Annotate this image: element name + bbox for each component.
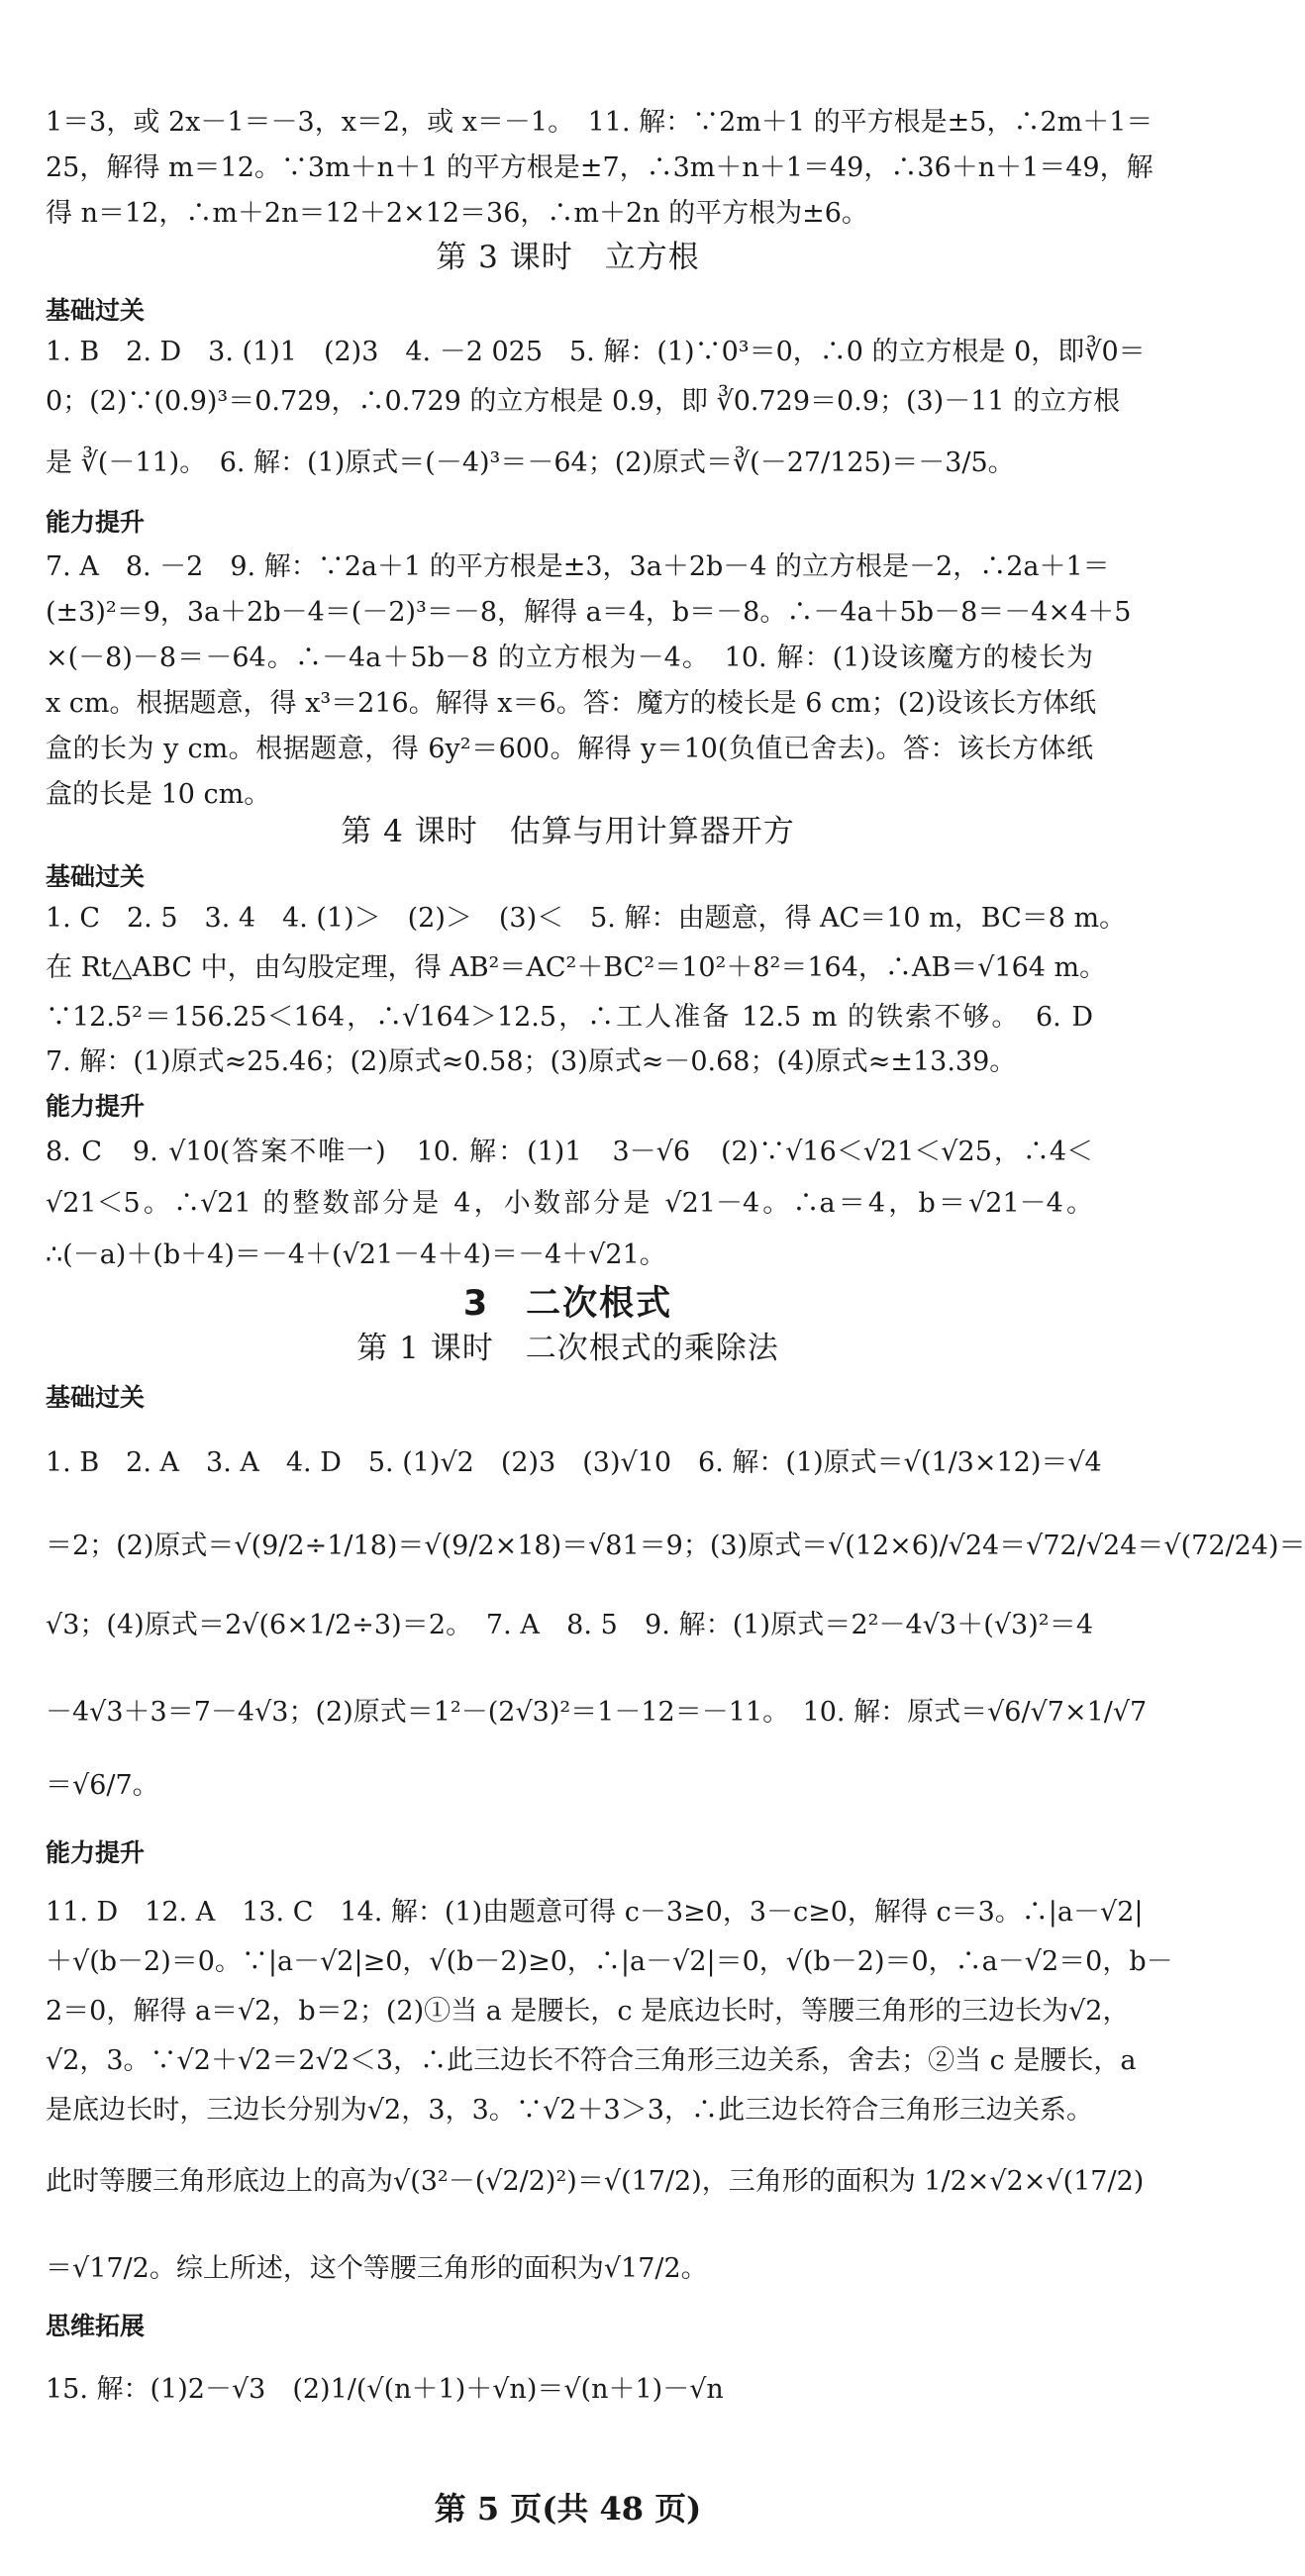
text-line: √21＜5。∴√21 的整数部分是 4，小数部分是 √21－4。∴a＝4，b＝√21－4。 [46, 1188, 1093, 1219]
text-line: 盒的长为 y cm。根据题意，得 6y²＝600。解得 y＝10(负值已舍去)。答：该长方体纸 [46, 734, 1093, 764]
text-line: √3；(4)原式＝2√(6×1/2÷3)＝2。 7. A 8. 5 9. 解：(1)原式＝2²－4√3＋(√3)²＝4 [46, 1610, 1093, 1640]
text-line: －4√3＋3＝7－4√3；(2)原式＝1²－(2√3)²＝1－12＝－11。 10. 解：原式＝√6/√7×1/√7 [46, 1697, 1148, 1728]
text-line: 盒的长是 10 cm。 [46, 779, 271, 810]
subsection-heading: 能力提升 [46, 508, 146, 537]
text-line: 1. C 2. 5 3. 4 4. (1)＞ (2)＞ (3)＜ 5. 解：由题意，得 AC＝10 m，BC＝8 m。 [46, 903, 1127, 934]
text-line: 1. B 2. D 3. (1)1 (2)3 4. －2 025 5. 解：(1)∵0³＝0，∴0 的立方根是 0，即∛0＝ [46, 337, 1146, 367]
text-line: ＝√17/2。综上所述，这个等腰三角形的面积为√17/2。 [46, 2253, 708, 2284]
text-line: ＝2；(2)原式＝√(9/2÷1/18)＝√(9/2×18)＝√81＝9；(3)原式＝√(12×6)/√24＝√72/√24＝√(72/24)＝ [46, 1531, 1305, 1561]
text-line: 0；(2)∵(0.9)³＝0.729，∴0.729 的立方根是 0.9，即 ∛0.729＝0.9；(3)－11 的立方根 [46, 386, 1121, 417]
text-line: 此时等腰三角形底边上的高为√(3²－(√2/2)²)＝√(17/2)，三角形的面积为 1/2×√2×√(17/2) [46, 2166, 1145, 2197]
text-line: x cm。根据题意，得 x³＝216。解得 x＝6。答：魔方的棱长是 6 cm；(2)设该长方体纸 [46, 688, 1097, 719]
text-line: 在 Rt△ABC 中，由勾股定理，得 AB²＝AC²＋BC²＝10²＋8²＝164，∴AB＝√164 m。 [46, 952, 1107, 983]
text-line: ∴(－a)＋(b＋4)＝－4＋(√21－4＋4)＝－4＋√21。 [46, 1239, 666, 1270]
subsection-heading: 思维拓展 [46, 2312, 146, 2340]
text-line: 7. A 8. －2 9. 解：∵2a＋1 的平方根是±3，3a＋2b－4 的立方根是－2，∴2a＋1＝ [46, 551, 1110, 582]
text-line: 11. D 12. A 13. C 14. 解：(1)由题意可得 c－3≥0，3－c≥0，解得 c＝3。∴|a－√2| [46, 1897, 1144, 1928]
subsection-heading: 基础过关 [46, 1383, 146, 1412]
text-line: 8. C 9. √10(答案不唯一) 10. 解：(1)1 3－√6 (2)∵√16＜√21＜√25，∴4＜ [46, 1137, 1093, 1167]
text-line: ＋√(b－2)＝0。∵|a－√2|≥0，√(b－2)≥0，∴|a－√2|＝0，√(b－2)＝0，∴a－√2＝0，b－ [46, 1946, 1173, 1977]
text-line: (±3)²＝9，3a＋2b－4＝(－2)³＝－8，解得 a＝4，b＝－8。∴－4a＋5b－8＝－4×4＋5 [46, 597, 1132, 628]
subsection-heading: 基础过关 [46, 862, 146, 891]
text-line: 是底边长时，三边长分别为√2，3，3。∵√2＋3＞3，∴此三边长符合三角形三边关系。 [46, 2095, 1093, 2126]
text-line: 15. 解：(1)2－√3 (2)1/(√(n＋1)＋√n)＝√(n＋1)－√n [46, 2374, 724, 2405]
text-line: √2，3。∵√2＋√2＝2√2＜3，∴此三边长不符合三角形三边关系，舍去；②当 c 是腰长，a [46, 2045, 1137, 2076]
text-line: 1＝3，或 2x－1＝－3，x＝2，或 x＝－1。 11. 解：∵2m＋1 的平方根是±5，∴2m＋1＝ [46, 107, 1154, 138]
text-line: 是 ∛(－11)。 6. 解：(1)原式＝(－4)³＝－64；(2)原式＝∛(－27/125)＝－3/5。 [46, 447, 1015, 478]
text-line: ∵12.5²＝156.25＜164，∴√164＞12.5，∴工人准备 12.5 m 的铁索不够。 6. D [46, 1002, 1093, 1033]
subsection-heading: 能力提升 [46, 1092, 146, 1121]
text-line: ×(－8)－8＝－64。∴－4a＋5b－8 的立方根为－4。 10. 解：(1)设该魔方的棱长为 [46, 643, 1093, 673]
text-line: ＝√6/7。 [46, 1770, 159, 1801]
subsection-heading: 能力提升 [46, 1838, 146, 1867]
subsection-heading: 基础过关 [46, 296, 146, 325]
lesson-title: 第 4 课时 估算与用计算器开方 [341, 814, 795, 849]
text-line: 7. 解：(1)原式≈25.46；(2)原式≈0.58；(3)原式≈－0.68；(4)原式≈±13.39。 [46, 1046, 1017, 1077]
section-heading: 3 二次根式 [462, 1284, 673, 1324]
lesson-title: 第 3 课时 立方根 [436, 240, 700, 275]
lesson-title: 第 1 课时 二次根式的乘除法 [356, 1331, 779, 1366]
text-line: 2＝0，解得 a＝√2，b＝2；(2)①当 a 是腰长，c 是底边长时，等腰三角形的三边长为√2， [46, 1996, 1130, 2027]
text-line: 1. B 2. A 3. A 4. D 5. (1)√2 (2)3 (3)√10 6. 解：(1)原式＝√(1/3×12)＝√4 [46, 1447, 1102, 1478]
page-number: 第 5 页(共 48 页) [434, 2490, 702, 2527]
text-line: 25，解得 m＝12。∵3m＋n＋1 的平方根是±7，∴3m＋n＋1＝49，∴36＋n＋1＝49，解 [46, 152, 1154, 183]
text-line: 得 n＝12，∴m＋2n＝12＋2×12＝36，∴m＋2n 的平方根为±6。 [46, 198, 868, 229]
